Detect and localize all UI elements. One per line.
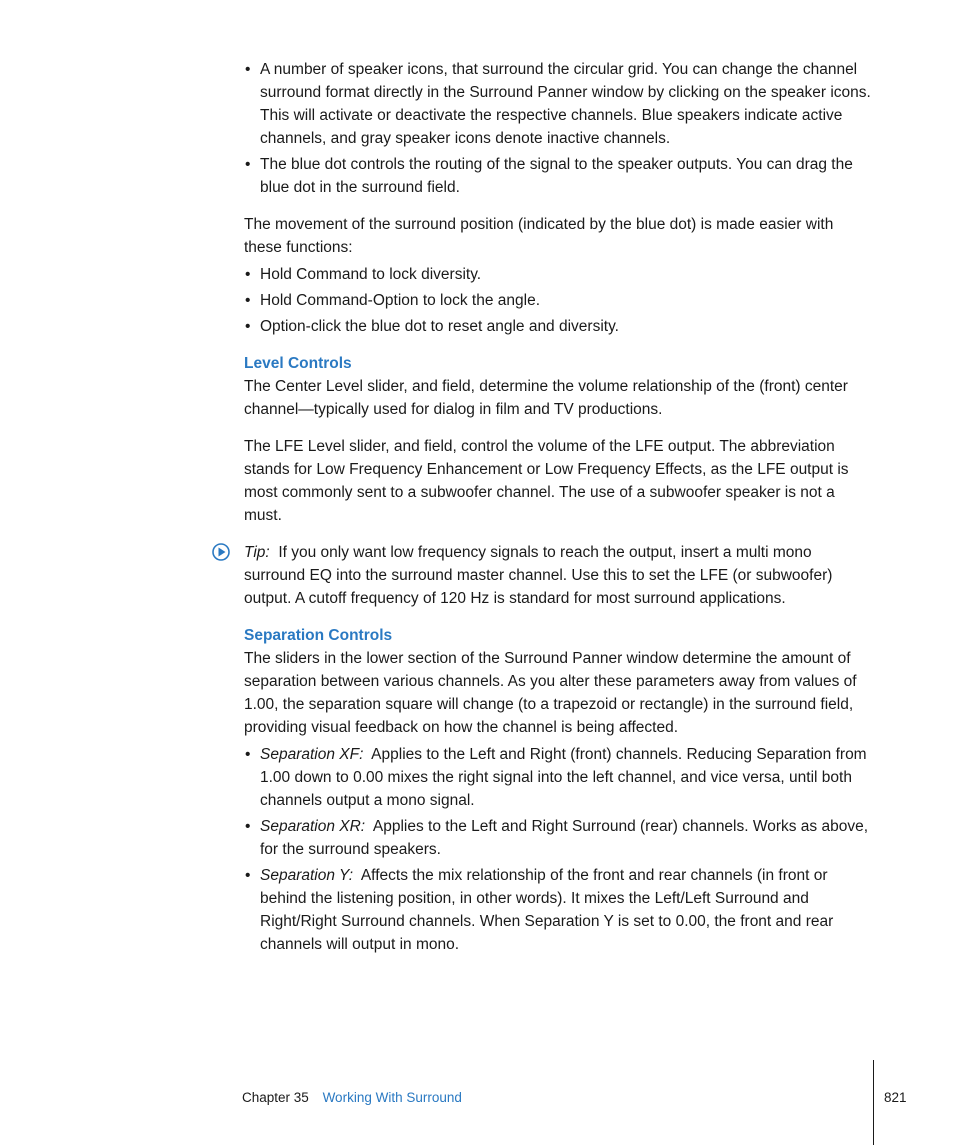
- bullet-glyph: •: [245, 156, 251, 173]
- list-item: [244, 153, 874, 199]
- list-item: [244, 815, 874, 861]
- bullet-glyph: •: [245, 318, 251, 335]
- list-item: [244, 743, 874, 812]
- list-item-text: Option-click the blue dot to reset angle and diversity.: [260, 318, 619, 335]
- separation-controls-intro: The sliders in the lower section of the Surround Panner window determine the amount of separation between various channels. As you alter these parameters away from values of 1.00, the separation square will change (to a trapezoid or rectangle) in the surround field, providing visual feedback on how the channel is being affected.: [244, 650, 857, 736]
- list-item: [244, 315, 874, 338]
- bullet-glyph: •: [245, 867, 251, 884]
- separation-term: Separation XF:: [260, 746, 364, 763]
- separation-controls-heading: Separation Controls: [244, 627, 393, 644]
- bullet-glyph: •: [245, 292, 251, 309]
- movement-bullet-list: [244, 263, 874, 338]
- separation-description: Applies to the Left and Right Surround (rear) channels. Works as above, for the surround speakers.: [260, 818, 869, 858]
- list-item: [244, 289, 874, 312]
- speaker-bullet-list: [244, 58, 874, 199]
- level-controls-heading: Level Controls: [244, 355, 352, 372]
- list-item: [244, 864, 874, 956]
- page-content: [244, 58, 874, 959]
- bullet-glyph: •: [245, 746, 251, 763]
- separation-description: Affects the mix relationship of the front and rear channels (in front or behind the listening position, in other words). It mixes the Left/Left Surround and Right/Right Surround channels. When Separation Y is set to 0.00, the front and rear channels will output in mono.: [260, 867, 834, 953]
- list-item-text: Hold Command to lock diversity.: [260, 266, 482, 283]
- separation-bullet-list: [244, 743, 874, 956]
- play-arrow-circle-icon: [212, 543, 230, 561]
- separation-term: Separation Y:: [260, 867, 354, 884]
- tip-label: Tip:: [244, 544, 270, 561]
- separation-description: Applies to the Left and Right (front) channels. Reducing Separation from 1.00 down to 0.00 mixes the right signal into the left channel, and vice versa, until both channels output a mono signal.: [260, 746, 867, 809]
- list-item: [244, 58, 874, 150]
- movement-intro: The movement of the surround position (indicated by the blue dot) is made easier with these functions:: [244, 216, 834, 256]
- tip-text: If you only want low frequency signals to reach the output, insert a multi mono surround EQ into the surround master channel. Use this to set the LFE (or subwoofer) output. A cutoff frequency of 120 Hz is standard for most surround applications.: [244, 544, 833, 607]
- list-item-text: The blue dot controls the routing of the signal to the speaker outputs. You can drag the blue dot in the surround field.: [260, 156, 853, 196]
- page-footer: [242, 1089, 462, 1107]
- list-item: [244, 263, 874, 286]
- bullet-glyph: •: [245, 818, 251, 835]
- footer-chapter: Chapter 35: [242, 1090, 309, 1105]
- list-item-text: A number of speaker icons, that surround the circular grid. You can change the channel surround format directly in the Surround Panner window by clicking on the speaker icons. This will activate or deactivate the respective channels. Blue speakers indicate active channels, and gray speaker icons denote inactive channels.: [260, 61, 871, 147]
- list-item-text: Hold Command-Option to lock the angle.: [260, 292, 541, 309]
- page-number: 821: [884, 1090, 907, 1105]
- footer-chapter-title: Working With Surround: [322, 1090, 462, 1105]
- level-controls-paragraph-1: The Center Level slider, and field, determine the volume relationship of the (front) center channel—typically used for dialog in film and TV productions.: [244, 378, 848, 418]
- level-controls-paragraph-2: The LFE Level slider, and field, control the volume of the LFE output. The abbreviation stands for Low Frequency Enhancement or Low Frequency Effects, as the LFE output is most commonly sent to a subwoofer channel. The use of a subwoofer speaker is not a must.: [244, 438, 849, 524]
- separation-term: Separation XR:: [260, 818, 366, 835]
- footer-divider: [873, 1060, 874, 1145]
- bullet-glyph: •: [245, 61, 251, 78]
- tip-paragraph: [244, 541, 874, 610]
- bullet-glyph: •: [245, 266, 251, 283]
